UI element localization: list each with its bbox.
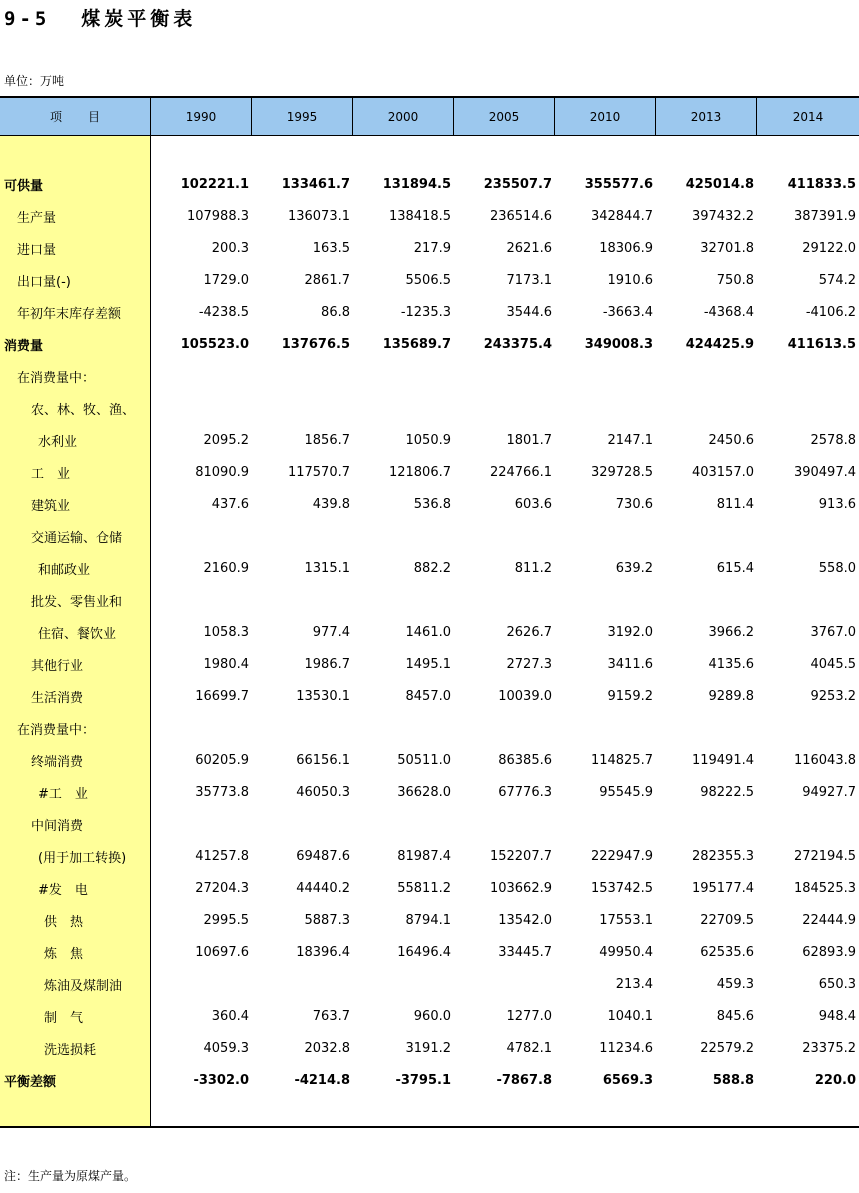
value-cell: 152207.7: [489, 848, 552, 864]
value-cell: 243375.4: [483, 336, 552, 352]
value-cell: 67776.3: [498, 784, 552, 800]
table-row: [0, 744, 859, 776]
value-cell: 411613.5: [787, 336, 856, 352]
value-cell: 390497.4: [793, 464, 856, 480]
value-cell: 23375.2: [802, 1040, 856, 1056]
value-cell: 730.6: [615, 496, 653, 512]
value-cell: 9159.2: [607, 688, 653, 704]
value-cell: 16699.7: [195, 688, 249, 704]
row-label: 进口量: [17, 242, 57, 258]
value-cell: 2861.7: [304, 272, 350, 288]
value-cell: 50511.0: [397, 752, 451, 768]
row-label: 住宿、餐饮业: [38, 626, 117, 642]
row-label: 建筑业: [31, 498, 71, 514]
value-cell: 81090.9: [195, 464, 249, 480]
value-cell: 138418.5: [388, 208, 451, 224]
value-cell: 200.3: [211, 240, 249, 256]
value-cell: 153742.5: [590, 880, 653, 896]
table-row: [0, 936, 859, 968]
row-label: 出口量(-): [17, 274, 71, 290]
table-row: [0, 552, 859, 584]
table-row: [0, 616, 859, 648]
value-cell: 41257.8: [195, 848, 249, 864]
value-cell: 11234.6: [599, 1040, 653, 1056]
value-cell: 69487.6: [296, 848, 350, 864]
row-label: 交通运输、仓储: [31, 530, 123, 546]
value-cell: 5506.5: [405, 272, 451, 288]
value-cell: 60205.9: [195, 752, 249, 768]
value-cell: 16496.4: [397, 944, 451, 960]
value-cell: 424425.9: [685, 336, 754, 352]
value-cell: 35773.8: [195, 784, 249, 800]
value-cell: 114825.7: [590, 752, 653, 768]
value-cell: 329728.5: [590, 464, 653, 480]
value-cell: 2727.3: [506, 656, 552, 672]
table-row: [0, 392, 859, 424]
value-cell: 217.9: [413, 240, 451, 256]
row-label: 平衡差额: [4, 1074, 57, 1090]
value-cell: 650.3: [818, 976, 856, 992]
value-cell: 1801.7: [506, 432, 552, 448]
value-cell: 81987.4: [397, 848, 451, 864]
row-label: 在消费量中：: [17, 370, 96, 386]
value-cell: 948.4: [818, 1008, 856, 1024]
value-cell: -3663.4: [602, 304, 653, 320]
value-cell: 9289.8: [708, 688, 754, 704]
value-cell: 639.2: [615, 560, 653, 576]
value-cell: 195177.4: [691, 880, 754, 896]
row-label: 批发、零售业和: [31, 594, 123, 610]
table-row: [0, 680, 859, 712]
value-cell: 3191.2: [405, 1040, 451, 1056]
value-cell: 3544.6: [506, 304, 552, 320]
value-cell: 163.5: [312, 240, 350, 256]
row-label: 水利业: [38, 434, 78, 450]
table-row: [0, 584, 859, 616]
table-row: [0, 296, 859, 328]
value-cell: 2626.7: [506, 624, 552, 640]
value-cell: 10039.0: [498, 688, 552, 704]
value-cell: 1050.9: [405, 432, 451, 448]
row-label: 可供量: [4, 178, 44, 194]
row-label: 和邮政业: [38, 562, 91, 578]
value-cell: 574.2: [818, 272, 856, 288]
value-cell: 102221.1: [180, 176, 249, 192]
value-cell: 1729.0: [203, 272, 249, 288]
value-cell: 960.0: [413, 1008, 451, 1024]
value-cell: 437.6: [211, 496, 249, 512]
value-cell: 135689.7: [382, 336, 451, 352]
value-cell: 1461.0: [405, 624, 451, 640]
value-cell: 397432.2: [691, 208, 754, 224]
table-row: [0, 968, 859, 1000]
row-label: 农、林、牧、渔、: [31, 402, 136, 418]
value-cell: 1910.6: [607, 272, 653, 288]
value-cell: 272194.5: [793, 848, 856, 864]
header-year-1990: 1990: [151, 98, 252, 135]
table-row: [0, 328, 859, 360]
value-cell: 3192.0: [607, 624, 653, 640]
table-row: [0, 1064, 859, 1096]
value-cell: 105523.0: [180, 336, 249, 352]
value-cell: 9253.2: [810, 688, 856, 704]
value-cell: 3411.6: [607, 656, 653, 672]
value-cell: 49950.4: [599, 944, 653, 960]
table-row: [0, 488, 859, 520]
value-cell: 558.0: [818, 560, 856, 576]
value-cell: -7867.8: [496, 1072, 552, 1088]
value-cell: 32701.8: [700, 240, 754, 256]
value-cell: 342844.7: [590, 208, 653, 224]
value-cell: 236514.6: [489, 208, 552, 224]
unit-label: 单位：万吨: [4, 74, 65, 88]
value-cell: 1040.1: [607, 1008, 653, 1024]
value-cell: 44440.2: [296, 880, 350, 896]
row-label: 制 气: [44, 1010, 84, 1026]
row-label: 炼油及煤制油: [44, 978, 123, 994]
row-label: 终端消费: [31, 754, 84, 770]
table-row: [0, 360, 859, 392]
value-cell: 2621.6: [506, 240, 552, 256]
table-row: [0, 456, 859, 488]
value-cell: -4368.4: [703, 304, 754, 320]
row-label: 工 业: [31, 466, 71, 482]
value-cell: 222947.9: [590, 848, 653, 864]
value-cell: 977.4: [312, 624, 350, 640]
value-cell: 425014.8: [685, 176, 754, 192]
row-label: 生产量: [17, 210, 57, 226]
value-cell: 3767.0: [810, 624, 856, 640]
value-cell: -1235.3: [400, 304, 451, 320]
table-row: [0, 1000, 859, 1032]
value-cell: 4135.6: [708, 656, 754, 672]
value-cell: 8794.1: [405, 912, 451, 928]
value-cell: -3302.0: [193, 1072, 249, 1088]
table-bottom-rule: [0, 1126, 859, 1128]
row-label: 消费量: [4, 338, 44, 354]
table-row: [0, 168, 859, 200]
value-cell: 349008.3: [584, 336, 653, 352]
table-row: [0, 904, 859, 936]
value-cell: 8457.0: [405, 688, 451, 704]
value-cell: 763.7: [312, 1008, 350, 1024]
value-cell: 615.4: [716, 560, 754, 576]
value-cell: 86385.6: [498, 752, 552, 768]
row-label: 生活消费: [31, 690, 84, 706]
value-cell: 1058.3: [203, 624, 249, 640]
value-cell: 750.8: [716, 272, 754, 288]
row-label: 炼 焦: [44, 946, 84, 962]
value-cell: 7173.1: [506, 272, 552, 288]
value-cell: 184525.3: [793, 880, 856, 896]
value-cell: 811.2: [514, 560, 552, 576]
header-year-2010: 2010: [555, 98, 656, 135]
value-cell: 22444.9: [802, 912, 856, 928]
value-cell: 103662.9: [489, 880, 552, 896]
value-cell: 62535.6: [700, 944, 754, 960]
value-cell: 913.6: [818, 496, 856, 512]
row-label: #工 业: [38, 786, 88, 802]
value-cell: 121806.7: [388, 464, 451, 480]
value-cell: 387391.9: [793, 208, 856, 224]
row-label: #发 电: [38, 882, 88, 898]
header-item-label: 项目: [0, 98, 151, 135]
value-cell: 107988.3: [186, 208, 249, 224]
value-cell: 33445.7: [498, 944, 552, 960]
value-cell: 1315.1: [304, 560, 350, 576]
value-cell: 882.2: [413, 560, 451, 576]
value-cell: 355577.6: [584, 176, 653, 192]
value-cell: 3966.2: [708, 624, 754, 640]
value-cell: 235507.7: [483, 176, 552, 192]
value-cell: 10697.6: [195, 944, 249, 960]
value-cell: 131894.5: [382, 176, 451, 192]
value-cell: 588.8: [712, 1072, 754, 1088]
row-label: 供 热: [44, 914, 84, 930]
header-year-2014: 2014: [792, 109, 824, 124]
value-cell: 22709.5: [700, 912, 754, 928]
value-cell: 136073.1: [287, 208, 350, 224]
value-cell: 62893.9: [802, 944, 856, 960]
value-cell: 98222.5: [700, 784, 754, 800]
value-cell: 18396.4: [296, 944, 350, 960]
value-cell: 1980.4: [203, 656, 249, 672]
row-label: (用于加工转换): [38, 850, 127, 866]
value-cell: 360.4: [211, 1008, 249, 1024]
value-cell: 86.8: [321, 304, 350, 320]
table-header: [0, 96, 859, 136]
table-row: [0, 232, 859, 264]
value-cell: -4106.2: [805, 304, 856, 320]
value-cell: 13530.1: [296, 688, 350, 704]
value-cell: 36628.0: [397, 784, 451, 800]
value-cell: 2995.5: [203, 912, 249, 928]
table-row: [0, 712, 859, 744]
table-row: [0, 424, 859, 456]
value-cell: 403157.0: [691, 464, 754, 480]
table-row: [0, 840, 859, 872]
row-label: 在消费量中：: [17, 722, 96, 738]
value-cell: 1495.1: [405, 656, 451, 672]
value-cell: 116043.8: [793, 752, 856, 768]
value-cell: 119491.4: [691, 752, 754, 768]
row-label: 其他行业: [31, 658, 84, 674]
value-cell: 224766.1: [489, 464, 552, 480]
value-cell: 1856.7: [304, 432, 350, 448]
value-cell: 4782.1: [506, 1040, 552, 1056]
value-cell: 459.3: [716, 976, 754, 992]
value-cell: 2095.2: [203, 432, 249, 448]
value-cell: 133461.7: [281, 176, 350, 192]
table-row: [0, 808, 859, 840]
table-row: [0, 648, 859, 680]
value-cell: 213.4: [615, 976, 653, 992]
value-cell: -3795.1: [395, 1072, 451, 1088]
footnote: 注：生产量为原煤产量。: [4, 1169, 137, 1183]
table-row: [0, 200, 859, 232]
table-row: [0, 872, 859, 904]
value-cell: 22579.2: [700, 1040, 754, 1056]
table-row: [0, 776, 859, 808]
value-cell: 845.6: [716, 1008, 754, 1024]
value-cell: 439.8: [312, 496, 350, 512]
row-label: 年初年末库存差额: [17, 306, 122, 322]
value-cell: 1277.0: [506, 1008, 552, 1024]
value-cell: 13542.0: [498, 912, 552, 928]
value-cell: 55811.2: [397, 880, 451, 896]
value-cell: 29122.0: [802, 240, 856, 256]
table-body: [0, 168, 859, 1096]
table-row: [0, 520, 859, 552]
header-year-2005: 2005: [454, 98, 555, 135]
header-year-1995: 1995: [252, 98, 353, 135]
value-cell: 2147.1: [607, 432, 653, 448]
header-year-2000: 2000: [353, 98, 454, 135]
row-label: 中间消费: [31, 818, 84, 834]
value-cell: 536.8: [413, 496, 451, 512]
value-cell: 94927.7: [802, 784, 856, 800]
value-cell: -4238.5: [198, 304, 249, 320]
value-cell: 411833.5: [787, 176, 856, 192]
table-row: [0, 1032, 859, 1064]
value-cell: 1986.7: [304, 656, 350, 672]
value-cell: 282355.3: [691, 848, 754, 864]
value-cell: 4059.3: [203, 1040, 249, 1056]
value-cell: 603.6: [514, 496, 552, 512]
value-cell: 6569.3: [602, 1072, 653, 1088]
value-cell: -4214.8: [294, 1072, 350, 1088]
value-cell: 2450.6: [708, 432, 754, 448]
value-cell: 17553.1: [599, 912, 653, 928]
value-cell: 46050.3: [296, 784, 350, 800]
value-cell: 4045.5: [810, 656, 856, 672]
value-cell: 2160.9: [203, 560, 249, 576]
value-cell: 2032.8: [304, 1040, 350, 1056]
value-cell: 18306.9: [599, 240, 653, 256]
value-cell: 117570.7: [287, 464, 350, 480]
table-row: [0, 264, 859, 296]
value-cell: 137676.5: [281, 336, 350, 352]
value-cell: 2578.8: [810, 432, 856, 448]
value-cell: 95545.9: [599, 784, 653, 800]
value-cell: 27204.3: [195, 880, 249, 896]
header-year-2013: 2013: [656, 98, 757, 135]
value-cell: 220.0: [814, 1072, 856, 1088]
row-label: 洗选损耗: [44, 1042, 97, 1058]
page-title: 9-5 煤炭平衡表: [4, 8, 197, 30]
value-cell: 5887.3: [304, 912, 350, 928]
value-cell: 811.4: [716, 496, 754, 512]
value-cell: 66156.1: [296, 752, 350, 768]
